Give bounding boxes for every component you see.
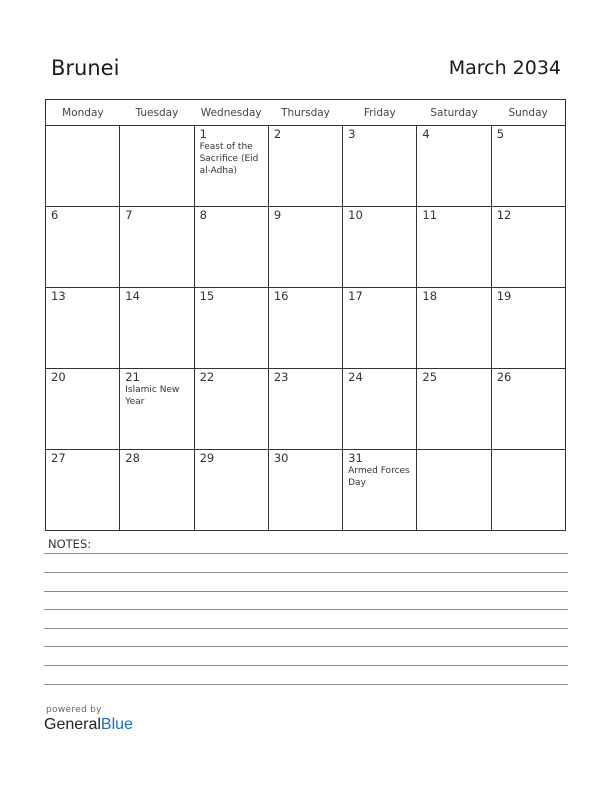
calendar-day-cell (343, 450, 417, 531)
day-number: 19 (496, 289, 512, 303)
calendar-day-cell (46, 207, 120, 288)
calendar-day-cell (417, 207, 491, 288)
calendar-day-cell (194, 207, 268, 288)
calendar-day-cell (194, 369, 268, 450)
day-number: 8 (199, 208, 207, 222)
day-number: 29 (199, 451, 215, 465)
note-line (44, 665, 568, 666)
calendar-day-cell (268, 369, 342, 450)
brand-general: General (44, 716, 101, 733)
note-line (44, 609, 568, 610)
calendar-day-cell (491, 207, 565, 288)
day-number: 22 (199, 370, 215, 384)
day-number: 31 (348, 451, 363, 465)
calendar-day-cell (120, 126, 194, 207)
calendar-day-cell (194, 450, 268, 531)
note-line (44, 684, 568, 685)
calendar-day-cell (46, 450, 120, 531)
calendar-body (46, 126, 566, 531)
calendar-day-cell (120, 369, 194, 450)
day-number: 25 (422, 370, 438, 384)
day-number: 18 (422, 289, 438, 303)
calendar-day-cell (194, 126, 268, 207)
day-number: 26 (496, 370, 512, 384)
calendar-week-row (46, 369, 566, 450)
calendar-day-cell (46, 126, 120, 207)
calendar-day-cell (120, 450, 194, 531)
calendar-week-row (46, 288, 566, 369)
calendar-day-cell (268, 207, 342, 288)
note-line (44, 591, 568, 592)
day-number: 1 (199, 127, 207, 141)
calendar-day-cell (120, 207, 194, 288)
calendar-day-cell (120, 288, 194, 369)
calendar-day-cell (417, 288, 491, 369)
brand-blue: Blue (100, 716, 133, 733)
day-number: 5 (496, 127, 505, 141)
calendar-day-cell (343, 369, 417, 450)
day-number: 27 (51, 451, 66, 465)
note-line (44, 553, 568, 554)
powered-by-text: powered by (46, 705, 102, 715)
holiday-event: Islamic New Year (125, 385, 180, 407)
holiday-event: Feast of the Sacrifice (Eid al-Adha) (199, 142, 259, 176)
calendar-day-cell (491, 450, 565, 531)
weekday-wednesday: Wednesday (194, 100, 268, 126)
generalblue-logo (44, 716, 133, 734)
month-year-title: March 2034 (448, 57, 561, 79)
calendar-day-cell (268, 126, 342, 207)
weekday-thursday: Thursday (268, 100, 342, 126)
calendar-day-cell (491, 369, 565, 450)
day-number: 13 (51, 289, 66, 303)
notes-label: NOTES: (48, 537, 92, 551)
day-number: 14 (125, 289, 140, 303)
calendar-day-cell (417, 369, 491, 450)
calendar-day-cell (268, 288, 342, 369)
weekday-saturday: Saturday (417, 100, 491, 126)
calendar-day-cell (46, 288, 120, 369)
note-line (44, 572, 568, 573)
holiday-event: Armed Forces Day (348, 466, 410, 488)
day-number: 3 (348, 127, 356, 141)
calendar-grid (45, 99, 566, 531)
calendar-day-cell (268, 450, 342, 531)
day-number: 6 (51, 208, 59, 222)
calendar-week-row (46, 207, 566, 288)
weekday-tuesday: Tuesday (120, 100, 194, 126)
day-number: 24 (348, 370, 363, 384)
day-number: 9 (273, 208, 282, 222)
calendar-week-row (46, 126, 566, 207)
calendar-week-row (46, 450, 566, 531)
note-line (44, 646, 568, 647)
weekday-sunday: Sunday (491, 100, 565, 126)
day-number: 12 (496, 208, 512, 222)
calendar-day-cell (417, 126, 491, 207)
calendar-day-cell (46, 369, 120, 450)
day-number: 15 (199, 289, 215, 303)
day-number: 30 (273, 451, 289, 465)
day-number: 10 (348, 208, 363, 222)
country-title: Brunei (51, 56, 120, 80)
weekday-header-row (46, 100, 566, 126)
calendar-day-cell (343, 288, 417, 369)
day-number: 2 (273, 127, 282, 141)
day-number: 20 (51, 370, 66, 384)
weekday-friday: Friday (343, 100, 417, 126)
day-number: 16 (273, 289, 289, 303)
calendar-day-cell (343, 126, 417, 207)
day-number: 11 (422, 208, 438, 222)
calendar-day-cell (417, 450, 491, 531)
calendar-day-cell (343, 207, 417, 288)
calendar-day-cell (491, 126, 565, 207)
day-number: 4 (422, 127, 430, 141)
day-number: 23 (273, 370, 289, 384)
calendar-day-cell (491, 288, 565, 369)
day-number: 28 (125, 451, 140, 465)
note-line (44, 628, 568, 629)
day-number: 21 (125, 370, 140, 384)
weekday-monday: Monday (46, 100, 120, 126)
day-number: 7 (125, 208, 133, 222)
day-number: 17 (348, 289, 363, 303)
calendar-day-cell (194, 288, 268, 369)
